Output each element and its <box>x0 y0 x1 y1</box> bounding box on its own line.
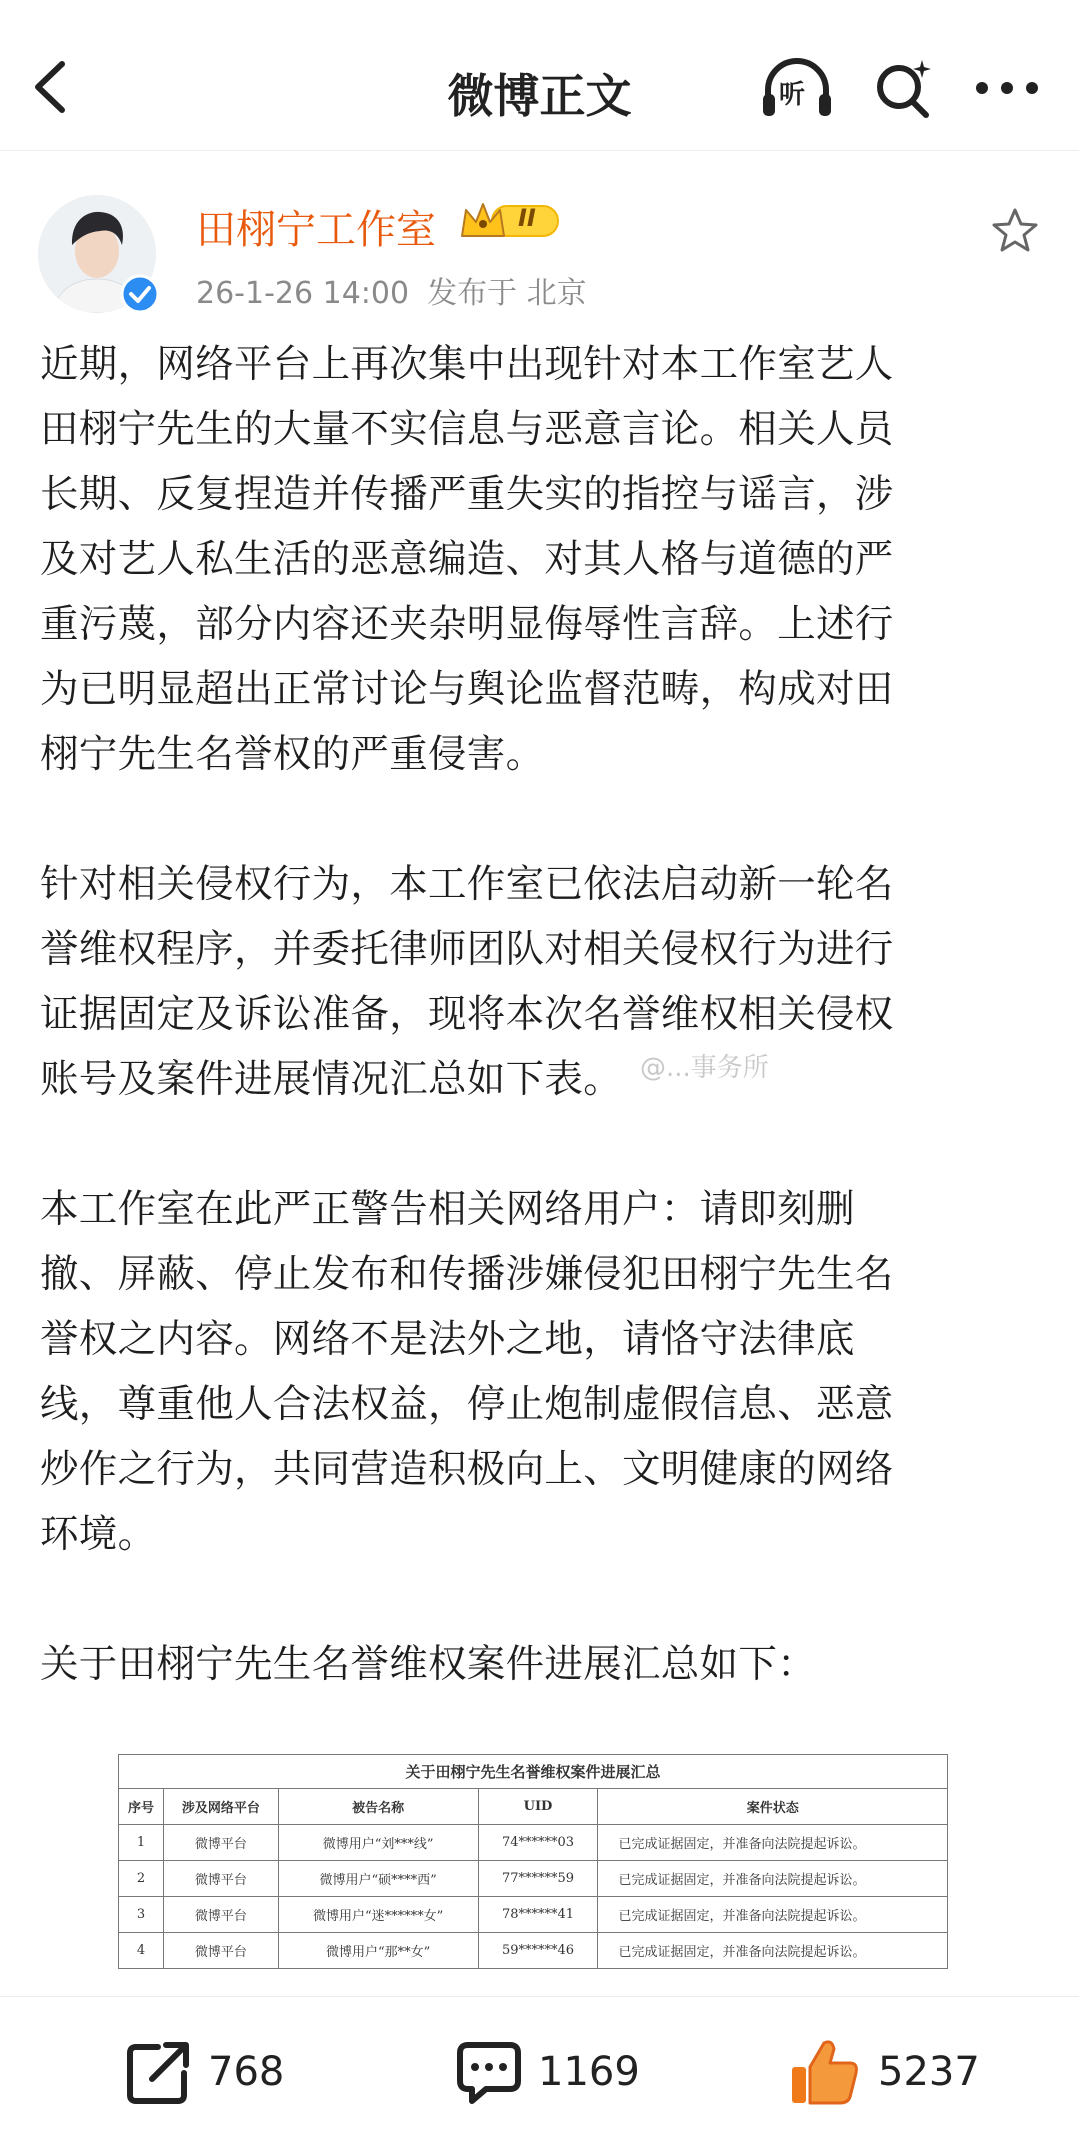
column-header: UID <box>478 1789 598 1825</box>
table-cell: 3 <box>119 1897 164 1933</box>
favorite-button[interactable] <box>990 206 1040 256</box>
table-cell: 已完成证据固定，并准备向法院提起诉讼。 <box>598 1861 948 1897</box>
listen-button[interactable] <box>760 56 834 122</box>
table-cell: 59******46 <box>478 1933 598 1969</box>
comment-button[interactable] <box>454 2037 674 2107</box>
back-arrow-icon <box>28 58 72 116</box>
image-watermark: @...事务所 <box>640 1053 769 1083</box>
table-title: 关于田栩宁先生名誉维权案件进展汇总 <box>118 1754 948 1788</box>
column-header: 序号 <box>119 1789 164 1825</box>
vip-badge[interactable] <box>458 196 562 246</box>
table-cell: 微博平台 <box>163 1897 278 1933</box>
table-cell: 已完成证据固定，并准备向法院提起诉讼。 <box>598 1933 948 1969</box>
comment-bubble-icon <box>454 2037 524 2107</box>
repost-count: 768 <box>208 2049 285 2095</box>
table-cell: 微博用户“硕****西” <box>278 1861 478 1897</box>
table-cell: 78******41 <box>478 1897 598 1933</box>
thumbs-up-icon <box>788 2037 862 2107</box>
table-cell: 2 <box>119 1861 164 1897</box>
bottom-action-bar <box>0 1996 1079 2147</box>
post-location: 发布于 北京 <box>427 276 587 311</box>
table-cell: 微博用户“迷******女” <box>278 1897 478 1933</box>
table-cell: 4 <box>119 1933 164 1969</box>
table-cell: 微博平台 <box>163 1933 278 1969</box>
table-cell: 微博用户“那**女” <box>278 1933 478 1969</box>
table-cell: 微博用户“刘***线” <box>278 1825 478 1861</box>
search-button[interactable] <box>872 58 936 122</box>
table-row <box>119 1825 948 1861</box>
crown-vip-icon <box>458 196 562 246</box>
post-paragraph: 近期，网络平台上再次集中出现针对本工作室艺人 田栩宁先生的大量不实信息与恶意言论。相关人员 长期、反复捏造并传播严重失实的指控与谣言，涉 及对艺人私生活的恶意编造、对其人格与道德的严 重污蔑，部分内容还夹杂明显侮辱性言辞。上述行 为已明显超出正常讨论与舆论监督范畴，构成对田 栩宁先生名誉权的严重侵害。 <box>40 342 894 777</box>
post-paragraph: 关于田栩宁先生名誉维权案件进展汇总如下： <box>40 1642 817 1687</box>
post-paragraph: 针对相关侵权行为，本工作室已依法启动新一轮名 誉维权程序，并委托律师团队对相关侵权行为进行 证据固定及诉讼准备，现将本次名誉维权相关侵权 账号及案件进展情况汇总如下表。 <box>40 862 894 1102</box>
table-cell: 已完成证据固定，并准备向法院提起诉讼。 <box>598 1825 948 1861</box>
search-icon <box>872 58 936 122</box>
vip-level: II <box>518 204 536 232</box>
post-meta <box>196 268 605 312</box>
repost-share-icon <box>124 2037 194 2107</box>
listen-label: 听 <box>779 80 806 110</box>
column-header: 涉及网络平台 <box>163 1789 278 1825</box>
table-cell: 77******59 <box>478 1861 598 1897</box>
top-navigation-bar <box>0 0 1079 151</box>
table-cell: 微博平台 <box>163 1825 278 1861</box>
table-row <box>119 1897 948 1933</box>
column-header: 案件状态 <box>598 1789 948 1825</box>
like-button[interactable] <box>788 2037 1008 2107</box>
verified-badge-icon <box>120 274 160 314</box>
more-button[interactable] <box>972 76 1042 100</box>
author-name[interactable]: 田栩宁工作室 <box>196 207 436 253</box>
table-cell: 74******03 <box>478 1825 598 1861</box>
table-cell: 微博平台 <box>163 1861 278 1897</box>
back-button[interactable] <box>28 58 72 116</box>
like-count: 5237 <box>878 2049 980 2095</box>
more-dots-icon <box>972 76 1042 100</box>
case-progress-table[interactable] <box>118 1754 948 1969</box>
table-header-row <box>119 1789 948 1825</box>
post-paragraph: 本工作室在此严正警告相关网络用户：请即刻删 撤、屏蔽、停止发布和传播涉嫌侵犯田栩宁先生名 誉权之内容。网络不是法外之地，请恪守法律底 线，尊重他人合法权益，停止炮制虚假信息、恶意 炒作之行为，共同营造积极向上、文明健康的网络 环境。 <box>40 1187 894 1557</box>
table-cell: 已完成证据固定，并准备向法院提起诉讼。 <box>598 1897 948 1933</box>
table-cell: 1 <box>119 1825 164 1861</box>
comment-count: 1169 <box>538 2049 640 2095</box>
table-row <box>119 1933 948 1969</box>
column-header: 被告名称 <box>278 1789 478 1825</box>
post-body <box>40 332 1040 1762</box>
table-row <box>119 1861 948 1897</box>
page-title: 微博正文 <box>447 69 632 123</box>
star-icon <box>990 206 1040 256</box>
repost-button[interactable] <box>124 2037 324 2107</box>
post-date: 26-1-26 14:00 <box>196 276 410 311</box>
